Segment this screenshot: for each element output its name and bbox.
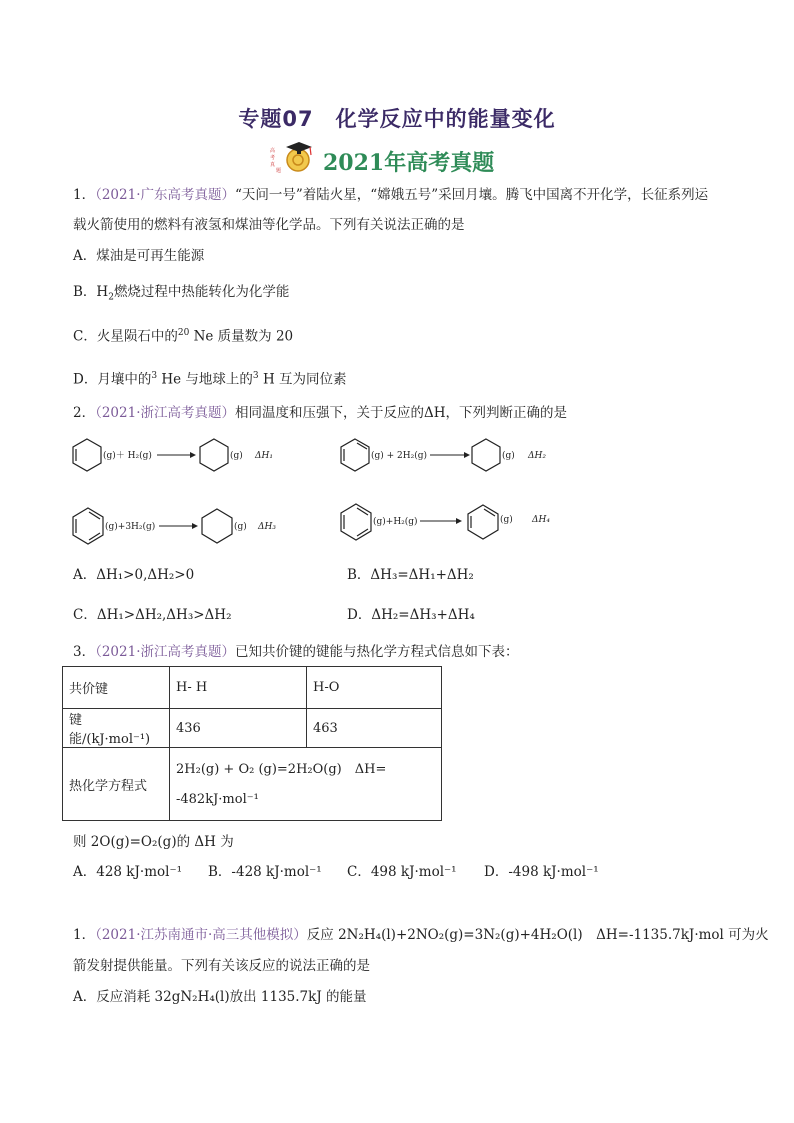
q2-text: 相同温度和压强下，关于反应的ΔH，下列判断正确的是 [235,405,568,421]
table-cell: 463 [307,709,442,748]
q1-option-b-pre: B．H [73,284,109,300]
table-cell: H-O [307,667,442,709]
q3-option-b: B．-428 kJ·mol⁻¹ [208,864,322,880]
q1-option-d [73,366,347,390]
table-row [63,748,442,821]
q1-option-b [73,282,289,308]
q1-number: 1． [73,187,96,203]
svg-text:真: 真 [270,162,276,168]
q1-option-a: A．煤油是可再生能源 [73,248,205,264]
q1-option-b-post: 燃烧过程中热能转化为化学能 [113,284,290,300]
table-cell [170,748,442,821]
reaction-2 [340,437,570,473]
table-cell: 436 [170,709,307,748]
table-cell: 热化学方程式 [63,748,170,821]
page-subtitle: 2021年高考真题 [323,150,495,176]
q2-option-a: A．ΔH₁>0,ΔH₂>0 [73,567,195,583]
q4-option-a: A．反应消耗 32gN₂H₄(l)放出 1135.7kJ 的能量 [73,989,367,1005]
equation-line-2: -482kJ·mol⁻¹ [176,792,259,807]
q3-option-a: A．428 kJ·mol⁻¹ [73,864,182,880]
q1-option-d-post: H 互为同位素 [258,371,347,388]
reaction-2-reagents: (g) + 2H₂(g) [371,451,428,461]
q3-option-d: D．-498 kJ·mol⁻¹ [484,864,599,880]
svg-text:高: 高 [270,148,276,154]
q1-option-d-sup2: 3 [252,371,259,381]
reaction-2-product: (g) [502,451,515,461]
reaction-1-product: (g) [230,451,243,461]
table-row [63,709,442,748]
reaction-3-dh: ΔH₃ [258,522,276,532]
q4-number: 1． [73,927,96,943]
q2-number: 2． [73,405,96,421]
reaction-3 [72,506,282,546]
q4-text-1: 反应 2N₂H₄(l)+2NO₂(g)=3N₂(g)+4H₂O(l) ΔH=-1135.7kJ·mol 可为火 [306,927,769,943]
q1-option-d-sup1: 3 [151,371,158,381]
q3-number: 3． [73,644,96,660]
q3-ask: 则 2O(g)=O₂(g)的 ΔH 为 [73,834,234,850]
reaction-3-product: (g) [234,522,247,532]
q1-stem-line1 [73,185,708,205]
reaction-4-dh: ΔH₄ [532,515,550,525]
q3-text: 已知共价键的键能与热化学方程式信息如下表： [235,644,519,660]
table-cell: 共价键 [63,667,170,709]
q2-option-d: D．ΔH₂=ΔH₃+ΔH₄ [347,607,475,623]
reaction-4-reagents: (g)+H₂(g) [373,517,418,527]
q1-stem-line2: 载火箭使用的燃料有液氢和煤油等化学品。下列有关说法正确的是 [73,217,465,233]
q1-option-d-pre: D．月壤中的 [73,371,152,388]
reaction-2-dh: ΔH₂ [528,451,546,461]
reaction-4 [340,502,570,542]
page-title: 专题07 化学反应中的能量变化 [238,107,556,131]
q3-source: （2021·浙江高考真题） [95,644,235,660]
q3-stem [73,642,519,662]
reaction-1-reagents: (g)＋ H₂(g) [103,451,152,461]
q1-option-c [73,323,293,347]
table-row [63,667,442,709]
table-cell: H- H [170,667,307,709]
q2-stem [73,403,567,423]
svg-text:考: 考 [270,155,276,161]
q1-option-c-sup: 20 [177,328,190,338]
reaction-1-dh: ΔH₁ [255,451,273,461]
reaction-1 [72,437,277,473]
q2-source: （2021·浙江高考真题） [95,405,235,421]
q1-option-c-pre: C．火星陨石中的 [73,328,178,345]
table-cell: 键能/(kJ·mol⁻¹) [63,709,170,748]
q1-text-1: “天问一号”着陆火星，“嫦娥五号”采回月壤。腾飞中国离不开化学，长征系列运 [235,187,709,203]
equation-line-1: 2H₂(g) + O₂ (g)=2H₂O(g) ΔH= [176,762,387,777]
q1-source: （2021·广东高考真题） [95,187,235,203]
q4-source: （2021·江苏南通市·高三其他模拟） [95,927,307,943]
reaction-4-product: (g) [500,515,513,525]
bond-energy-table [62,666,442,821]
q3-option-c: C．498 kJ·mol⁻¹ [347,864,457,880]
logo-icon [268,138,316,174]
q4-stem-line2: 箭发射提供能量。下列有关该反应的说法正确的是 [73,958,370,974]
q2-option-b: B．ΔH₃=ΔH₁+ΔH₂ [347,567,474,583]
q1-option-d-mid: He 与地球上的 [157,371,253,388]
q1-option-c-post: Ne 质量数为 20 [189,328,294,345]
reaction-3-reagents: (g)+3H₂(g) [105,522,156,532]
q2-option-c: C．ΔH₁>ΔH₂,ΔH₃>ΔH₂ [73,607,232,623]
q1-option-b-sub: 2 [108,292,114,303]
q4-stem-line1 [73,925,769,945]
svg-text:题: 题 [276,168,282,174]
